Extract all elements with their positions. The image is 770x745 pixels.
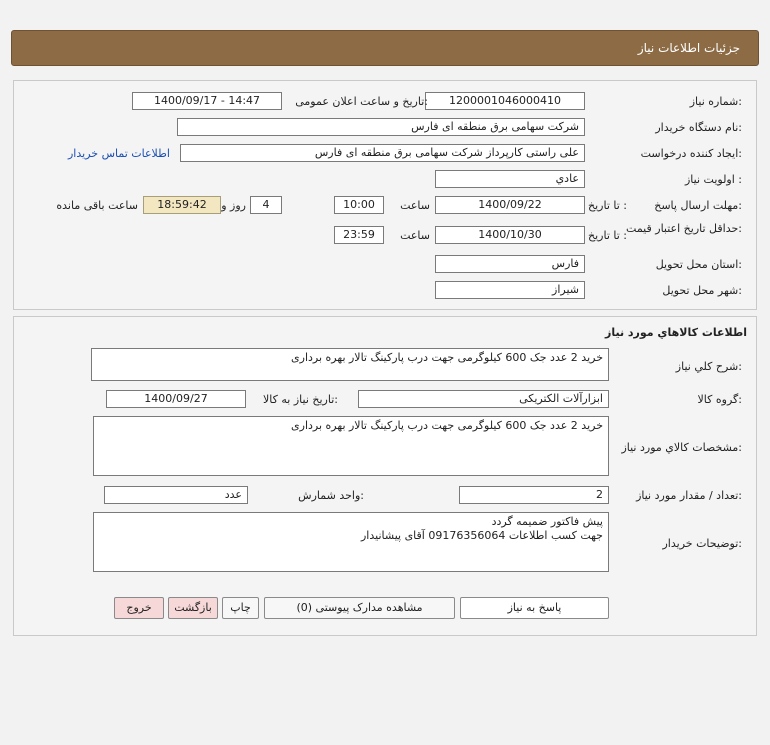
need-number-field: 1200001046000410 (425, 92, 585, 110)
until-date-label: تا تاریخ : (588, 199, 627, 212)
validity-until-label: تا تاریخ : (588, 229, 627, 242)
city-label: شهر محل تحویل: (662, 284, 742, 297)
priority-label: اولویت نیاز : (684, 173, 742, 186)
province-field: فارس (435, 255, 585, 273)
announce-datetime-field: 1400/09/17 - 14:47 (132, 92, 282, 110)
attachments-button[interactable]: مشاهده مدارک پیوستی (0) (264, 597, 455, 619)
notes-label: توضیحات خریدار: (662, 537, 742, 550)
unit-label: واحد شمارش: (298, 489, 364, 502)
days-remaining-field: 4 (250, 196, 282, 214)
goods-panel-title: اطلاعات کالاهاي مورد نياز (605, 326, 747, 339)
days-label: روز و (221, 199, 246, 212)
deadline-label: مهلت ارسال پاسخ: (654, 199, 742, 212)
province-label: استان محل تحویل: (655, 258, 742, 271)
deadline-time-label: ساعت (400, 199, 430, 212)
city-field: شیراز (435, 281, 585, 299)
remaining-time-label: ساعت باقی مانده (56, 199, 138, 212)
qty-label: تعداد / مقدار مورد نیاز: (636, 489, 742, 502)
summary-field: خرید 2 عدد جک 600 کیلوگرمی جهت درب پارکینگ تالار بهره برداری (91, 348, 609, 381)
requester-label: ایجاد کننده درخواست: (640, 147, 742, 160)
qty-field: 2 (459, 486, 609, 504)
validity-time-field: 23:59 (334, 226, 384, 244)
deadline-date-field: 1400/09/22 (435, 196, 585, 214)
announce-label: تاریخ و ساعت اعلان عمومی: (295, 95, 428, 108)
requester-field: علی راستی کارپرداز شرکت سهامی برق منطقه ای فارس (180, 144, 585, 162)
buyer-contact-link[interactable]: اطلاعات تماس خریدار (68, 147, 170, 160)
exit-button[interactable]: خروج (114, 597, 164, 619)
page-title: جزئیات اطلاعات نیاز (637, 41, 740, 55)
need-details-panel (13, 80, 757, 310)
group-field: ابزارآلات الکتریکی (358, 390, 609, 408)
back-button[interactable]: بازگشت (168, 597, 218, 619)
buyer-org-label: نام دستگاه خریدار: (655, 121, 742, 134)
remaining-time-field: 18:59:42 (143, 196, 221, 214)
page-header (11, 30, 759, 66)
specs-field: خرید 2 عدد جک 600 کیلوگرمی جهت درب پارکینگ تالار بهره برداری (93, 416, 609, 476)
deadline-time-field: 10:00 (334, 196, 384, 214)
group-label: گروه کالا: (697, 393, 742, 406)
specs-label: مشخصات کالاي مورد نياز: (621, 441, 742, 454)
need-date-field: 1400/09/27 (106, 390, 246, 408)
notes-field (93, 512, 609, 572)
reply-button[interactable]: پاسخ به نیاز (460, 597, 609, 619)
notes-line-2: جهت کسب اطلاعات 09176356064 آقای پیشانیدار (361, 529, 603, 542)
validity-date-field: 1400/10/30 (435, 226, 585, 244)
need-number-label: شماره نیاز: (689, 95, 742, 108)
print-button[interactable]: چاپ (222, 597, 259, 619)
validity-label: حداقل تاریخ اعتبار قیمت: (626, 222, 742, 235)
need-date-label: تاریخ نیاز به کالا: (263, 393, 338, 406)
priority-field: عادي (435, 170, 585, 188)
notes-line-1: پیش فاکتور ضمیمه گردد (491, 515, 603, 528)
validity-time-label: ساعت (400, 229, 430, 242)
buyer-org-field: شرکت سهامی برق منطقه ای فارس (177, 118, 585, 136)
summary-label: شرح کلي نياز: (675, 360, 742, 373)
unit-field: عدد (104, 486, 248, 504)
